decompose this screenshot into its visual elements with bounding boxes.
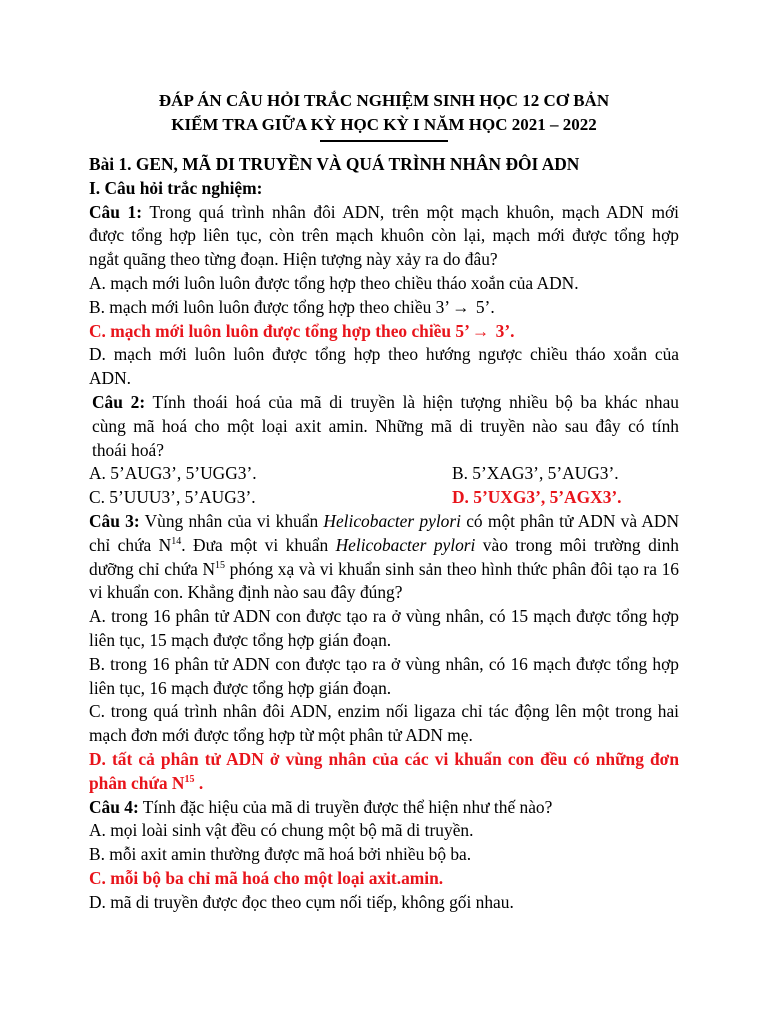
question-2-options-row-1: [89, 462, 679, 486]
arrow-right-icon: →: [452, 296, 470, 317]
question-3-option-a-line-2: liên tục, 15 mạch được tổng hợp gián đoạn.: [89, 629, 392, 650]
arrow-right-icon: →: [471, 320, 490, 341]
question-3-option-b-line-2: liên tục, 16 mạch được tổng hợp gián đoạn.: [89, 677, 392, 698]
question-2-option-c: C. 5’UUU3’, 5’AUG3’.: [89, 487, 256, 508]
question-1-option-c-correct: C. mạch mới luôn luôn được tổng hợp theo chiều 5’ → 3’.: [89, 320, 679, 344]
question-1-stem-line-1: Câu 1: Trong quá trình nhân đôi ADN, trên một mạch khuôn, mạch ADN mới: [89, 201, 680, 222]
question-4-option-c-correct: C. mỗi bộ ba chỉ mã hoá cho một loại axit.amin.: [89, 867, 444, 888]
document-title-line-1: ĐÁP ÁN CÂU HỎI TRẮC NGHIỆM SINH HỌC 12 CƠ BẢN: [158, 91, 610, 110]
document-body: [89, 153, 679, 915]
question-3-option-c-line-2: mạch đơn mới được tổng hợp từ một phân tử ADN mẹ.: [89, 725, 473, 746]
question-3-stem-line-4: vi khuẩn con. Khẳng định nào sau đây đúng?: [89, 582, 403, 603]
question-4-option-d: D. mã di truyền được đọc theo cụm nối tiếp, không gối nhau.: [89, 891, 514, 912]
question-2-stem-line-1: Câu 2: Tính thoái hoá của mã di truyền là hiện tượng nhiều bộ ba khác nhau: [92, 391, 680, 412]
question-4-option-a: A. mọi loài sinh vật đều có chung một bộ mã di truyền.: [89, 820, 474, 841]
question-4-label: Câu 4:: [89, 796, 139, 817]
question-2-label: Câu 2:: [92, 391, 146, 412]
question-1-label: Câu 1:: [89, 201, 143, 222]
section-heading: I. Câu hỏi trắc nghiệm:: [89, 177, 263, 198]
question-1-option-a: A. mạch mới luôn luôn được tổng hợp theo chiều tháo xoắn của ADN.: [89, 272, 579, 293]
question-2-stem-line-3: thoái hoá?: [92, 439, 164, 460]
question-3-stem-line-3: dưỡng chỉ chứa $N^{15}$ phóng xạ và vi khuẩn sinh sản theo hình thức phân đôi tạo ra 16: [89, 558, 679, 579]
question-4-option-b: B. mỗi axit amin thường được mã hoá bởi nhiều bộ ba.: [89, 844, 472, 865]
question-1-option-b: B. mạch mới luôn luôn được tổng hợp theo chiều 3’ → 5’.: [89, 296, 679, 320]
question-4-stem: Câu 4: Tính đặc hiệu của mã di truyền được thể hiện như thế nào?: [89, 796, 553, 817]
question-3-option-b-line-1: B. trong 16 phân tử ADN con được tạo ra ở vùng nhân, có 16 mạch được tổng hợp: [89, 653, 679, 674]
question-3-label: Câu 3:: [89, 510, 140, 531]
question-2-options-row-2: [89, 486, 679, 510]
question-1-stem-line-2: được tổng hợp liên tục, còn trên mạch khuôn còn lại, mạch mới được tổng hợp: [89, 225, 679, 246]
question-3-option-d-correct-line-2: phân chứa $N^{15}$ .: [89, 772, 204, 793]
question-1-option-d-line-2: ADN.: [89, 368, 132, 389]
question-2-option-d-correct: D. 5’UXG3’, 5’AGX3’.: [452, 487, 622, 508]
question-3-option-d-correct-line-1: D. tất cả phân tử ADN ở vùng nhân của các vi khuẩn con đều có những đơn: [89, 748, 679, 769]
lesson-title: Bài 1. GEN, MÃ DI TRUYỀN VÀ QUÁ TRÌNH NHÂN ĐÔI ADN: [89, 154, 580, 174]
question-2-option-b: B. 5’XAG3’, 5’AUG3’.: [452, 463, 619, 484]
question-3-option-c-line-1: C. trong quá trình nhân đôi ADN, enzim nối ligaza chỉ tác động lên một trong hai: [89, 701, 679, 722]
question-1-stem-line-3: ngắt quãng theo từng đoạn. Hiện tượng này xảy ra do đâu?: [89, 249, 498, 270]
question-2-stem-line-2: cùng mã hoá cho một loại axit amin. Những mã di truyền nào sau đây có tính: [92, 415, 679, 436]
question-1-option-d-line-1: D. mạch mới luôn luôn được tổng hợp theo hướng ngược chiều tháo xoắn của: [89, 344, 679, 365]
document-title-line-2: KIỂM TRA GIỮA KỲ HỌC KỲ I NĂM HỌC 2021 – 2022: [171, 115, 597, 134]
question-2-option-a: A. 5’AUG3’, 5’UGG3’.: [89, 463, 257, 484]
title-underline: [320, 140, 448, 142]
question-3-option-a-line-1: A. trong 16 phân tử ADN con được tạo ra ở vùng nhân, có 15 mạch được tổng hợp: [89, 606, 679, 627]
question-3-stem-line-2: chỉ chứa $N^{14}$. Đưa một vi khuẩn Helicobacter pylori vào trong môi trường dinh: [89, 534, 679, 555]
question-3-stem-line-1: Câu 3: Vùng nhân của vi khuẩn Helicobacter pylori có một phân tử ADN và ADN: [89, 510, 679, 531]
